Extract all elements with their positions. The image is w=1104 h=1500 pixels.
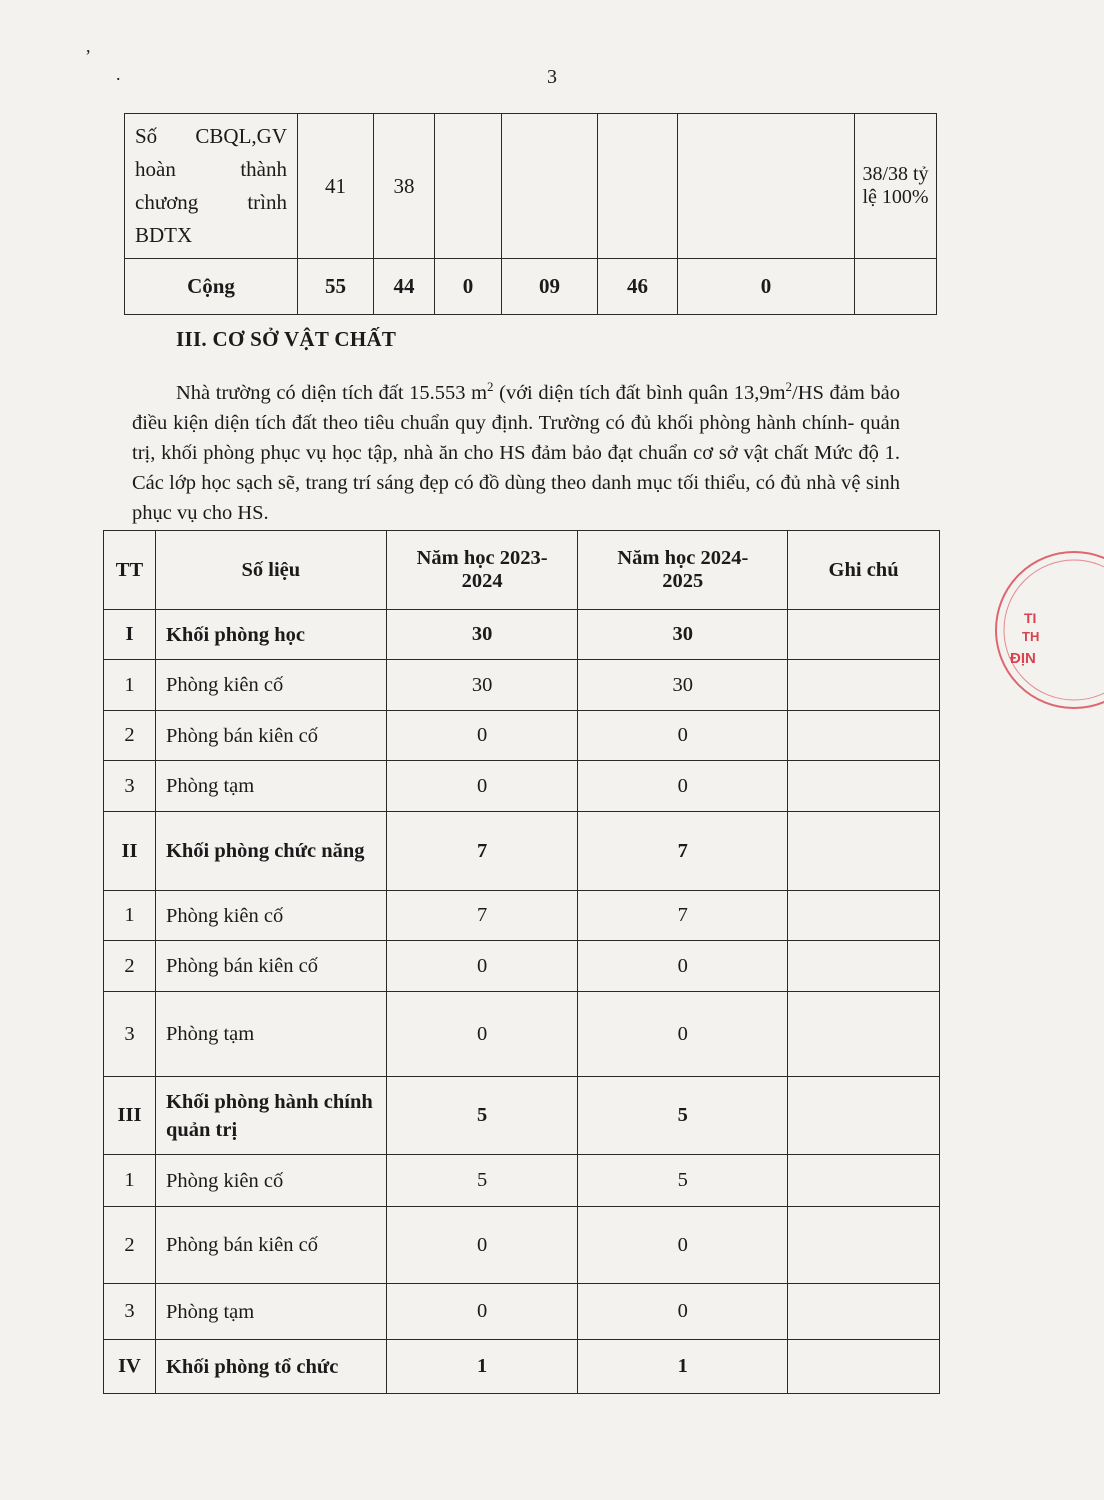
table-cell xyxy=(502,114,598,259)
section-paragraph: Nhà trường có diện tích đất 15.553 $m^2$ (với diện tích đất bình quân $13,9m^2/HS$ đảm bảo điều kiện diện tích đất theo tiêu chuẩn quy định. Trường có đủ khối phòng hành chính- quản trị, khối phòng phục vụ học tập, nhà ăn cho HS đảm bảo đạt chuẩn cơ sở vật chất Mức độ 1. Các lớp học sạch sẽ, trang trí sáng đẹp có đồ dùng theo danh mục tối thiểu, có đủ nhà vệ sinh phục vụ cho HS. xyxy=(132,379,900,524)
header-year-2: Năm học 2024- 2025 xyxy=(578,531,788,610)
table-cell xyxy=(598,114,678,259)
table-cell: 46 xyxy=(598,259,678,315)
table-row: 3 Phòng tạm 0 0 xyxy=(104,761,940,812)
scan-mark: , xyxy=(86,36,91,56)
table-row: III Khối phòng hành chính quản trị 5 5 xyxy=(104,1077,940,1155)
total-label: Cộng xyxy=(125,259,298,315)
table-cell: 55 xyxy=(298,259,374,315)
table-row: 2 Phòng bán kiên cố 0 0 xyxy=(104,711,940,761)
stamp-text: TI xyxy=(1024,610,1037,626)
table-cell: 44 xyxy=(374,259,435,315)
table-row: 3 Phòng tạm 0 0 xyxy=(104,992,940,1077)
table-row xyxy=(125,114,937,259)
stamp-text: TH xyxy=(1022,629,1040,644)
header-note: Ghi chú xyxy=(788,531,940,610)
table-row: I Khối phòng học 30 30 xyxy=(104,610,940,660)
total-row xyxy=(125,259,937,315)
table-row: IV Khối phòng tổ chức 1 1 xyxy=(104,1340,940,1394)
facility-table xyxy=(103,530,940,1394)
table-cell: 38 xyxy=(374,114,435,259)
table-cell xyxy=(435,114,502,259)
table-cell: 0 xyxy=(678,259,855,315)
stamp-text: ĐỊN xyxy=(1010,650,1036,667)
table-row: 2 Phòng bán kiên cố 0 0 xyxy=(104,1207,940,1284)
note-cell: 38/38 tỷ lệ 100% xyxy=(855,114,937,259)
table-cell: 41 xyxy=(298,114,374,259)
header-tt: TT xyxy=(104,531,156,610)
table-row: 1 Phòng kiên cố 5 5 xyxy=(104,1155,940,1207)
table-row: II Khối phòng chức năng 7 7 xyxy=(104,812,940,891)
section-heading: III. CƠ SỞ VẬT CHẤT xyxy=(176,327,397,351)
scan-mark: . xyxy=(116,64,121,84)
table-header-row xyxy=(104,531,940,610)
table-row: 1 Phòng kiên cố 30 30 xyxy=(104,660,940,711)
note-cell xyxy=(855,259,937,315)
row-label: Số CBQL,GV hoàn thành chương trình BDTX xyxy=(125,114,298,259)
page-number: 3 xyxy=(547,66,557,88)
staff-summary-table xyxy=(124,113,937,315)
table-row: 3 Phòng tạm 0 0 xyxy=(104,1284,940,1340)
table-row: 1 Phòng kiên cố 7 7 xyxy=(104,891,940,941)
table-cell xyxy=(678,114,855,259)
stamp-seal xyxy=(988,555,1078,705)
header-year-1: Năm học 2023- 2024 xyxy=(386,531,578,610)
table-row: 2 Phòng bán kiên cố 0 0 xyxy=(104,941,940,992)
table-cell: 0 xyxy=(435,259,502,315)
header-name: Số liệu xyxy=(155,531,386,610)
table-cell: 09 xyxy=(502,259,598,315)
